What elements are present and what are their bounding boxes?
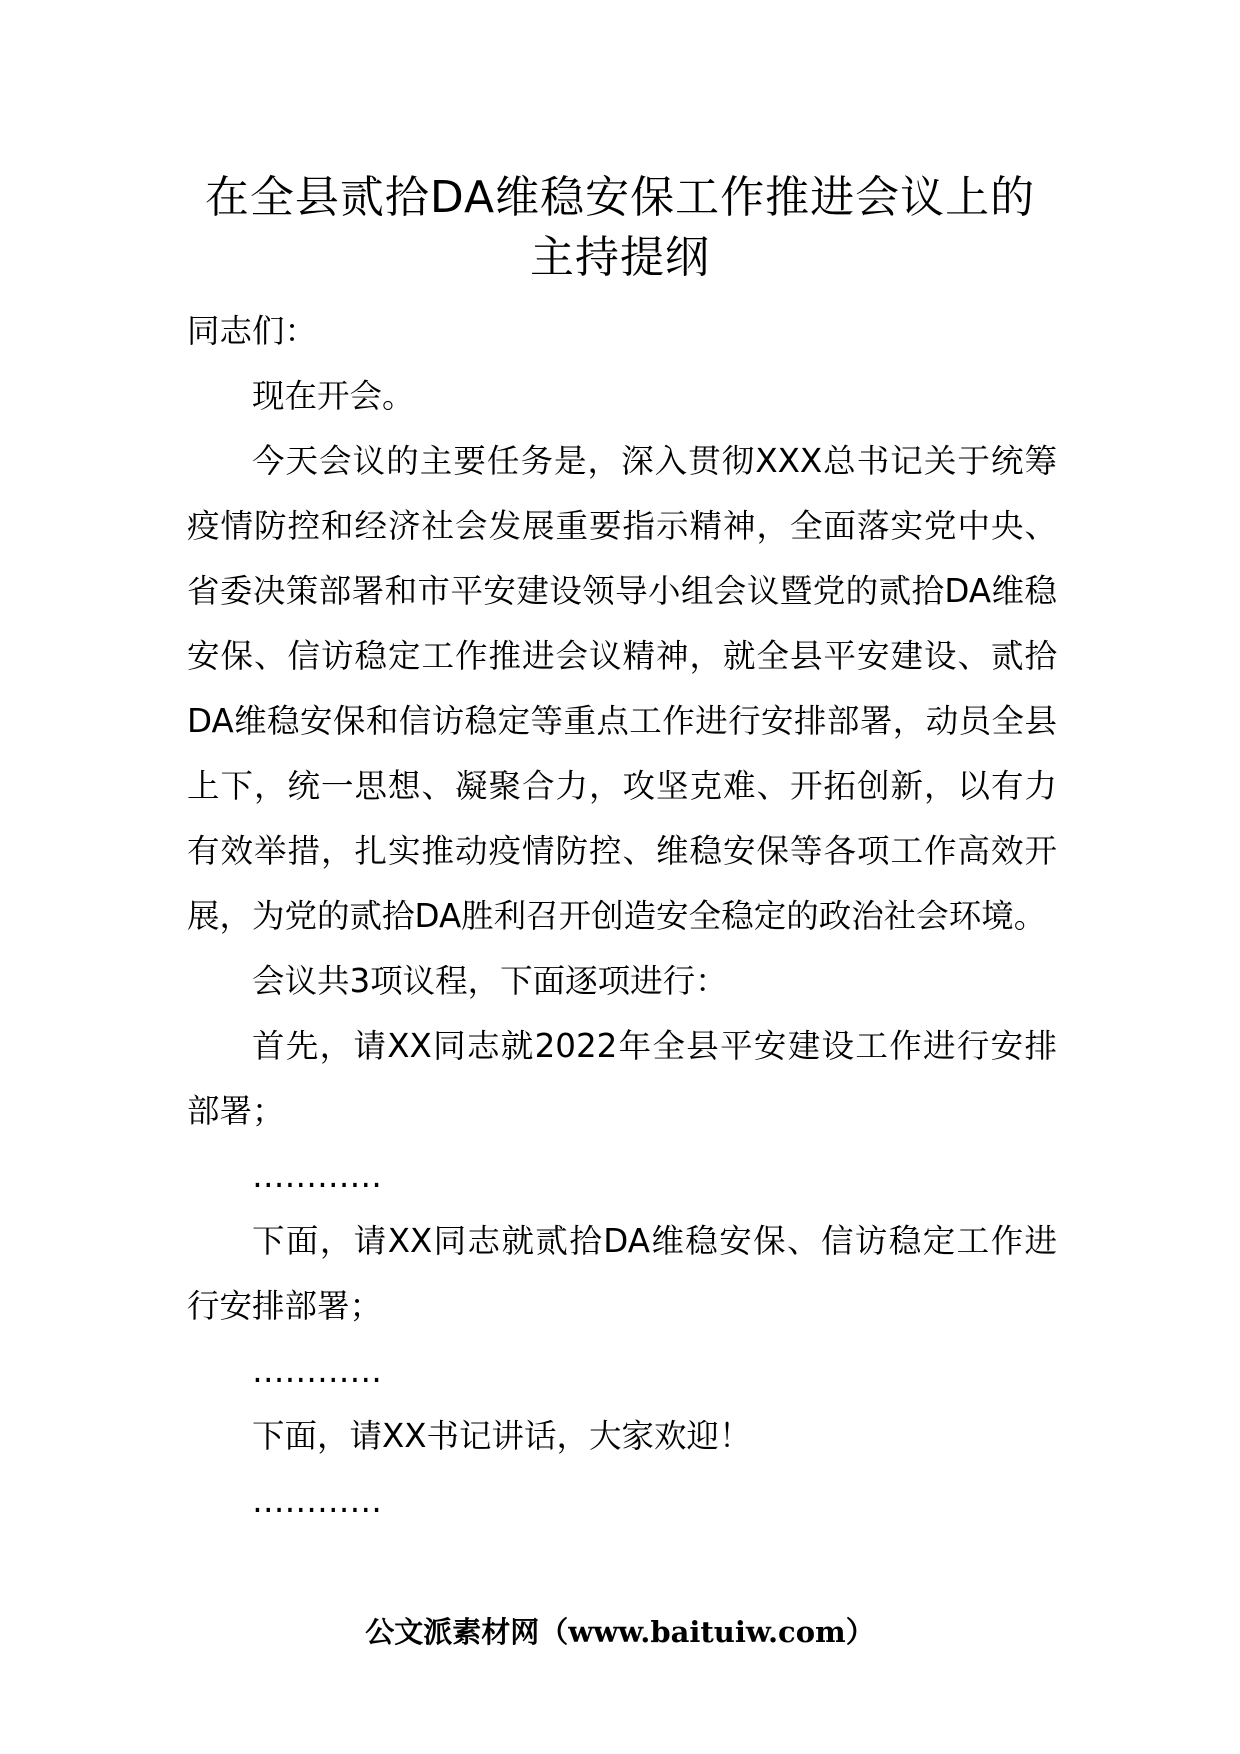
- paragraph-agenda: 会议共3项议程，下面逐项进行：: [252, 962, 728, 1000]
- paragraph-opening: 现在开会。: [252, 377, 415, 415]
- paragraph-item-1: 首先，请XX同志就2022年全县平安建设工作进行安排部署；: [187, 1027, 1057, 1130]
- document-title: [150, 168, 1090, 288]
- document-body: [187, 299, 1057, 1534]
- ellipsis-2: …………: [252, 1352, 382, 1390]
- title-line-1: 在全县贰拾DA维稳安保工作推进会议上的: [204, 172, 1036, 223]
- paragraph-item-3: 下面，请XX书记讲话，大家欢迎！: [252, 1417, 752, 1455]
- ellipsis-3: …………: [252, 1482, 382, 1520]
- paragraph-item-2: 下面，请XX同志就贰拾DA维稳安保、信访稳定工作进行安排部署；: [187, 1222, 1057, 1325]
- ellipsis-1: …………: [252, 1157, 382, 1195]
- paragraph-main-task: 今天会议的主要任务是，深入贯彻XXX总书记关于统筹疫情防控和经济社会发展重要指示精神，全面落实党中央、省委决策部署和市平安建设领导小组会议暨党的贰拾DA维稳安保、信访稳定工作推进会议精神，就全县平安建设、贰拾DA维稳安保和信访稳定等重点工作进行安排部署，动员全县上下，统一思想、凝聚合力，攻坚克难、开拓创新，以有力有效举措，扎实推动疫情防控、维稳安保等各项工作高效开展，为党的贰拾DA胜利召开创造安全稳定的政治社会环境。: [187, 442, 1057, 935]
- title-line-2: 主持提纲: [530, 232, 710, 283]
- greeting: 同志们：: [187, 312, 318, 350]
- footer-watermark: 公文派素材网（www.baituiw.com）: [365, 1615, 875, 1649]
